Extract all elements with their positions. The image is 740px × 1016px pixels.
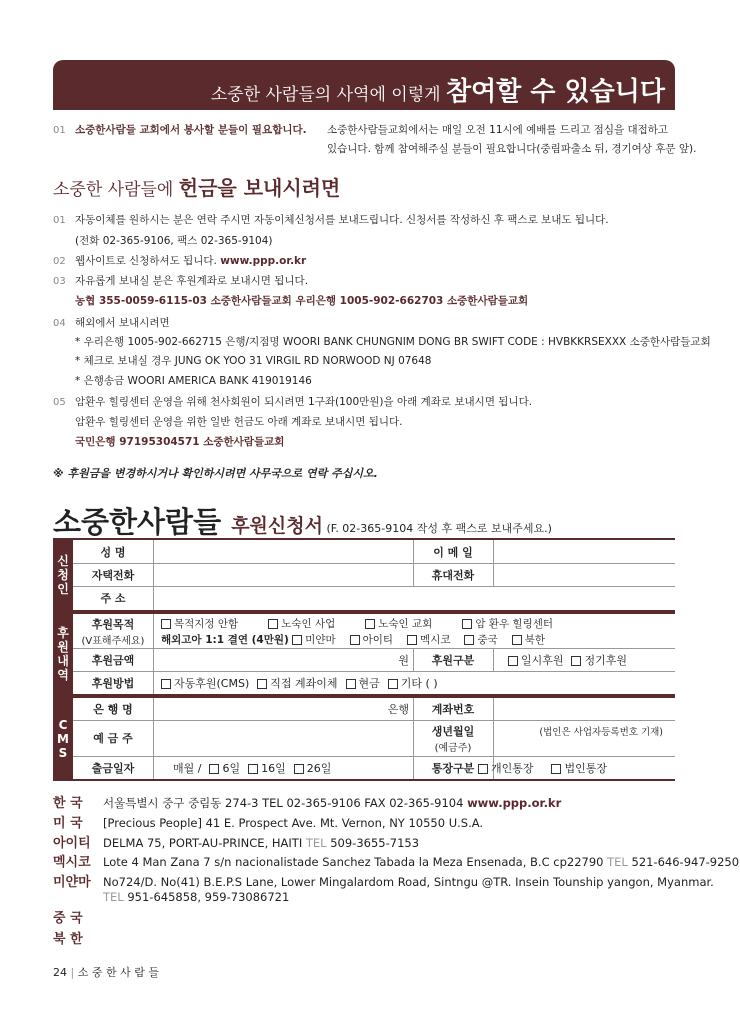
account-label: 계좌번호	[431, 703, 475, 716]
amount-label: 후원금액	[91, 653, 135, 667]
address-label: 주 소	[100, 592, 126, 605]
donation-item	[53, 434, 284, 449]
donation-heading: 소중한 사람들에 헌금을 보내시려면	[53, 176, 341, 200]
checkbox-icon[interactable]	[209, 764, 219, 774]
address-row	[53, 928, 103, 947]
method-label: 후원방법	[91, 676, 135, 690]
address-text: Lote 4 Man Zana 7 s/n nacionalistade Sanchez Tabada la Meza Ensenada, B.C cp22790	[103, 855, 608, 869]
footer-title: 소 중 한 사 람 들	[77, 966, 159, 979]
checkbox-option[interactable]	[478, 760, 534, 776]
birth-field[interactable]: (법인은 사업자등록번호 기재)	[539, 727, 663, 738]
section-label-cms: C M S	[53, 698, 73, 779]
checkbox-label: 정기후원	[584, 653, 627, 667]
donation-note: ※ 후원금을 변경하시거나 확인하시려면 사무국으로 연락 주십시오.	[53, 467, 378, 480]
bank-label: 은 행 명	[93, 703, 133, 716]
checkbox-icon[interactable]	[292, 635, 302, 645]
checkbox-icon[interactable]	[350, 635, 360, 645]
checkbox-label: 16일	[261, 761, 286, 775]
checkbox-label: 노숙인 교회	[378, 618, 433, 630]
website-link[interactable]: www.ppp.or.kr	[220, 255, 307, 267]
donation-item	[53, 394, 532, 409]
checkbox-option[interactable]	[257, 675, 337, 691]
amount-field[interactable]: 원	[398, 653, 409, 667]
donation-item	[53, 315, 170, 330]
section-label-donation: 후 원 내 역	[53, 614, 73, 694]
phone-text: 521-646-947-9250	[627, 855, 740, 869]
form-section-donation	[53, 612, 675, 696]
checkbox-option[interactable]	[161, 675, 249, 691]
bank-field[interactable]: 은행	[387, 703, 409, 716]
checkbox-option[interactable]	[464, 634, 497, 646]
checkbox-option[interactable]	[268, 618, 335, 630]
checkbox-option[interactable]	[462, 618, 553, 630]
purpose-label: 후원목적 (V표해주세요)	[81, 617, 145, 647]
name-label: 성 명	[100, 545, 126, 559]
date-options: 매월 / 6일 16일 26일	[173, 761, 332, 775]
holder-field[interactable]	[154, 720, 413, 756]
item-text: 해외에서 보내시려면	[75, 317, 170, 329]
page-number: 24	[53, 966, 67, 979]
checkbox-label: 자동후원(CMS)	[174, 676, 250, 690]
checkbox-option[interactable]	[407, 634, 450, 646]
donation-item	[53, 273, 308, 288]
checkbox-option[interactable]	[346, 675, 380, 691]
form-row-holder	[73, 720, 675, 757]
method-options	[161, 671, 675, 694]
acct-type-options	[490, 756, 675, 779]
checkbox-option[interactable]	[551, 760, 607, 776]
item-text: 웹사이트로 신청하셔도 됩니다.	[75, 255, 221, 267]
mobile-field[interactable]	[494, 563, 675, 586]
volunteer-text-2: 있습니다. 함께 참여해주실 분들이 필요합니다(중림파출소 뒤, 경기여상 후문 앞).	[327, 143, 697, 155]
section-label-applicant: 신 청 인	[53, 540, 73, 610]
date-label: 출금일자	[91, 761, 135, 775]
country-label: 미얀마	[53, 875, 91, 890]
checkbox-option[interactable]	[161, 618, 238, 630]
checkbox-icon[interactable]	[571, 656, 581, 666]
donation-item	[53, 414, 403, 429]
checkbox-icon[interactable]	[294, 764, 304, 774]
header-banner	[53, 60, 675, 110]
checkbox-label: 일시후원	[520, 653, 564, 667]
email-field[interactable]	[494, 540, 675, 563]
address-row	[53, 812, 483, 831]
item-number: 01	[53, 215, 66, 226]
footer: 24 | 소 중 한 사 람 들	[53, 966, 159, 979]
form-row-method	[73, 671, 675, 694]
overseas-options: 해외고아 1:1 결연 (4만원) 미얀마 아이티 멕시코 중국 북한	[161, 634, 546, 646]
checkbox-icon[interactable]	[365, 619, 375, 629]
home-phone-label: 자택전화	[91, 568, 135, 582]
checkbox-label: 노숙인 사업	[281, 618, 336, 630]
checkbox-option[interactable]	[209, 760, 240, 776]
donation-item	[53, 253, 306, 268]
form-section-applicant	[53, 538, 675, 612]
volunteer-text-1: 소중한사람들교회에서는 매일 오전 11시에 예배를 드리고 점심을 대접하고	[327, 124, 669, 136]
form-row-date	[73, 756, 675, 779]
item-number: 02	[53, 256, 66, 267]
checkbox-label: 멕시코	[420, 634, 451, 646]
checkbox-icon[interactable]	[407, 635, 417, 645]
form-row-address	[73, 586, 675, 610]
checkbox-option[interactable]	[248, 760, 286, 776]
checkbox-label: 북한	[524, 634, 546, 646]
checkbox-option[interactable]	[365, 618, 432, 630]
checkbox-label: 26일	[306, 761, 332, 775]
form-title: 소중한사람들 후원신청서 (F. 02-365-9104 작성 후 팩스로 보내주세요.)	[53, 505, 552, 539]
checkbox-icon[interactable]	[346, 679, 356, 689]
checkbox-icon[interactable]	[512, 635, 522, 645]
address-text: 서울특별시 중구 중림동 274-3 TEL 02-365-9106 FAX 02-365-9104	[103, 796, 468, 810]
address-text: DELMA 75, PORT-AU-PRINCE, HAITI	[103, 836, 306, 850]
type-label: 후원구분	[431, 653, 475, 667]
item-text: 자유롭게 보내실 분은 후원계좌로 보내시면 됩니다.	[75, 275, 309, 287]
account-field[interactable]	[494, 698, 675, 720]
donation-item	[53, 334, 711, 349]
address-row	[53, 907, 103, 926]
address-row	[53, 851, 739, 870]
checkbox-option[interactable]	[508, 652, 564, 668]
checkbox-label: 암 환우 힐링센터	[475, 618, 554, 630]
country-label: 중 국	[53, 911, 83, 926]
form-row-amount	[73, 648, 675, 672]
form-row-purpose	[73, 614, 675, 649]
item-text: (전화 02-365-9106, 팩스 02-365-9104)	[75, 235, 273, 247]
checkbox-option[interactable]	[571, 652, 627, 668]
checkbox-option[interactable]	[512, 634, 545, 646]
checkbox-label: 법인통장	[564, 761, 607, 775]
tel-label: TEL	[607, 855, 628, 869]
country-label: 미 국	[53, 816, 83, 831]
country-label: 멕시코	[53, 855, 91, 870]
email-label: 이 메 일	[433, 545, 473, 559]
checkbox-label: 개인통장	[490, 761, 534, 775]
item-text: 자동이체를 원하시는 분은 연락 주시면 자동이체신청서를 보내드립니다. 신청서를 작성하신 후 팩스로 보내도 됩니다.	[75, 214, 609, 226]
checkbox-option[interactable]	[350, 634, 393, 646]
checkbox-icon[interactable]	[462, 619, 472, 629]
checkbox-icon[interactable]	[161, 679, 171, 689]
checkbox-icon[interactable]	[268, 619, 278, 629]
country-label: 북 한	[53, 932, 83, 947]
checkbox-icon[interactable]	[464, 635, 474, 645]
type-options	[494, 648, 675, 671]
item-text: 암환우 힐링센터 운영을 위해 천사회원이 되시려면 1구좌(100만원)을 아래 계좌로 보내시면 됩니다.	[75, 396, 533, 408]
item-text: * 은행송금 WOORI AMERICA BANK 419019146	[75, 375, 312, 387]
acct-type-label: 통장구분	[431, 761, 475, 775]
website-link[interactable]: www.ppp.or.kr	[467, 796, 562, 810]
phone-text: 951-645858, 959-73086721	[123, 890, 290, 904]
address-row	[53, 832, 419, 851]
checkbox-icon[interactable]	[508, 656, 518, 666]
checkbox-label: 중국	[477, 634, 498, 646]
holder-label: 예 금 주	[93, 732, 133, 745]
item-number: 03	[53, 276, 66, 287]
checkbox-icon[interactable]	[388, 679, 398, 689]
donation-item	[53, 293, 528, 308]
checkbox-label: 미얀마	[305, 634, 336, 646]
address-text: No724/D. No(41) B.E.P.S Lane, Lower Mingalardom Road, Sintngu @TR. Insein Tounship yangon, Myanmar.	[103, 875, 714, 889]
item-text: * 우리은행 1005-902-662715 은행/지점명 WOORI BANK CHUNGNIM DONG BR SWIFT CODE : HVBKKRSEXXX 소중한사람들교회	[75, 336, 711, 348]
checkbox-option[interactable]	[292, 634, 335, 646]
checkbox-label: 기타 ( )	[400, 676, 438, 690]
form-row-bank	[73, 698, 675, 721]
address-row	[53, 792, 561, 811]
item-text: * 체크로 보내실 경우 JUNG OK YOO 31 VIRGIL RD NORWOOD NJ 07648	[75, 355, 432, 367]
tel-label: TEL	[305, 836, 327, 850]
account-info: 국민은행 97195304571 소중한사람들교회	[75, 436, 285, 448]
donation-item	[53, 373, 312, 388]
form-row-phone	[73, 563, 675, 587]
checkbox-icon[interactable]	[551, 764, 561, 774]
donation-item	[53, 353, 431, 368]
item-number: 05	[53, 397, 66, 408]
volunteer-row-1: 01 소중한사람들 교회에서 봉사할 분들이 필요합니다.	[53, 124, 307, 136]
checkbox-option[interactable]	[388, 675, 438, 691]
purpose-options	[161, 616, 583, 631]
donation-item	[53, 212, 609, 227]
checkbox-label: 아이티	[362, 634, 394, 646]
mobile-label: 휴대전화	[431, 568, 475, 582]
checkbox-icon[interactable]	[478, 764, 488, 774]
birth-label: 생년월일 (예금주)	[431, 724, 475, 754]
checkbox-icon[interactable]	[248, 764, 258, 774]
checkbox-label: 6일	[222, 761, 241, 775]
checkbox-label: 현금	[358, 676, 380, 690]
form-row-name	[73, 540, 675, 564]
address-text: [Precious People] 41 E. Prospect Ave. Mt. Vernon, NY 10550 U.S.A.	[103, 816, 484, 830]
donation-item	[53, 233, 273, 248]
address-row	[53, 890, 289, 904]
item-number: 04	[53, 318, 66, 329]
address-field[interactable]	[154, 586, 675, 610]
name-field[interactable]	[154, 540, 414, 563]
address-row	[53, 871, 714, 890]
checkbox-label: 목적지정 안함	[174, 618, 239, 630]
home-phone-field[interactable]	[154, 563, 414, 586]
country-label: 아이티	[53, 836, 91, 851]
item-text: 암환우 힐링센터 운영을 위한 일반 헌금도 아래 계좌로 보내시면 됩니다.	[75, 416, 403, 428]
country-label: 한 국	[53, 796, 83, 811]
checkbox-option[interactable]	[294, 760, 332, 776]
checkbox-icon[interactable]	[161, 619, 171, 629]
tel-label: TEL	[103, 890, 124, 904]
form-section-cms	[53, 696, 675, 781]
checkbox-icon[interactable]	[257, 679, 267, 689]
account-info: 농협 355-0059-6115-03 소중한사람들교회 우리은행 1005-902-662703 소중한사람들교회	[75, 295, 529, 307]
checkbox-label: 직접 계좌이체	[270, 676, 338, 690]
banner-title: 소중한 사람들의 사역에 이렇게 참여할 수 있습니다	[210, 77, 665, 107]
phone-text: 509-3655-7153	[326, 836, 420, 850]
